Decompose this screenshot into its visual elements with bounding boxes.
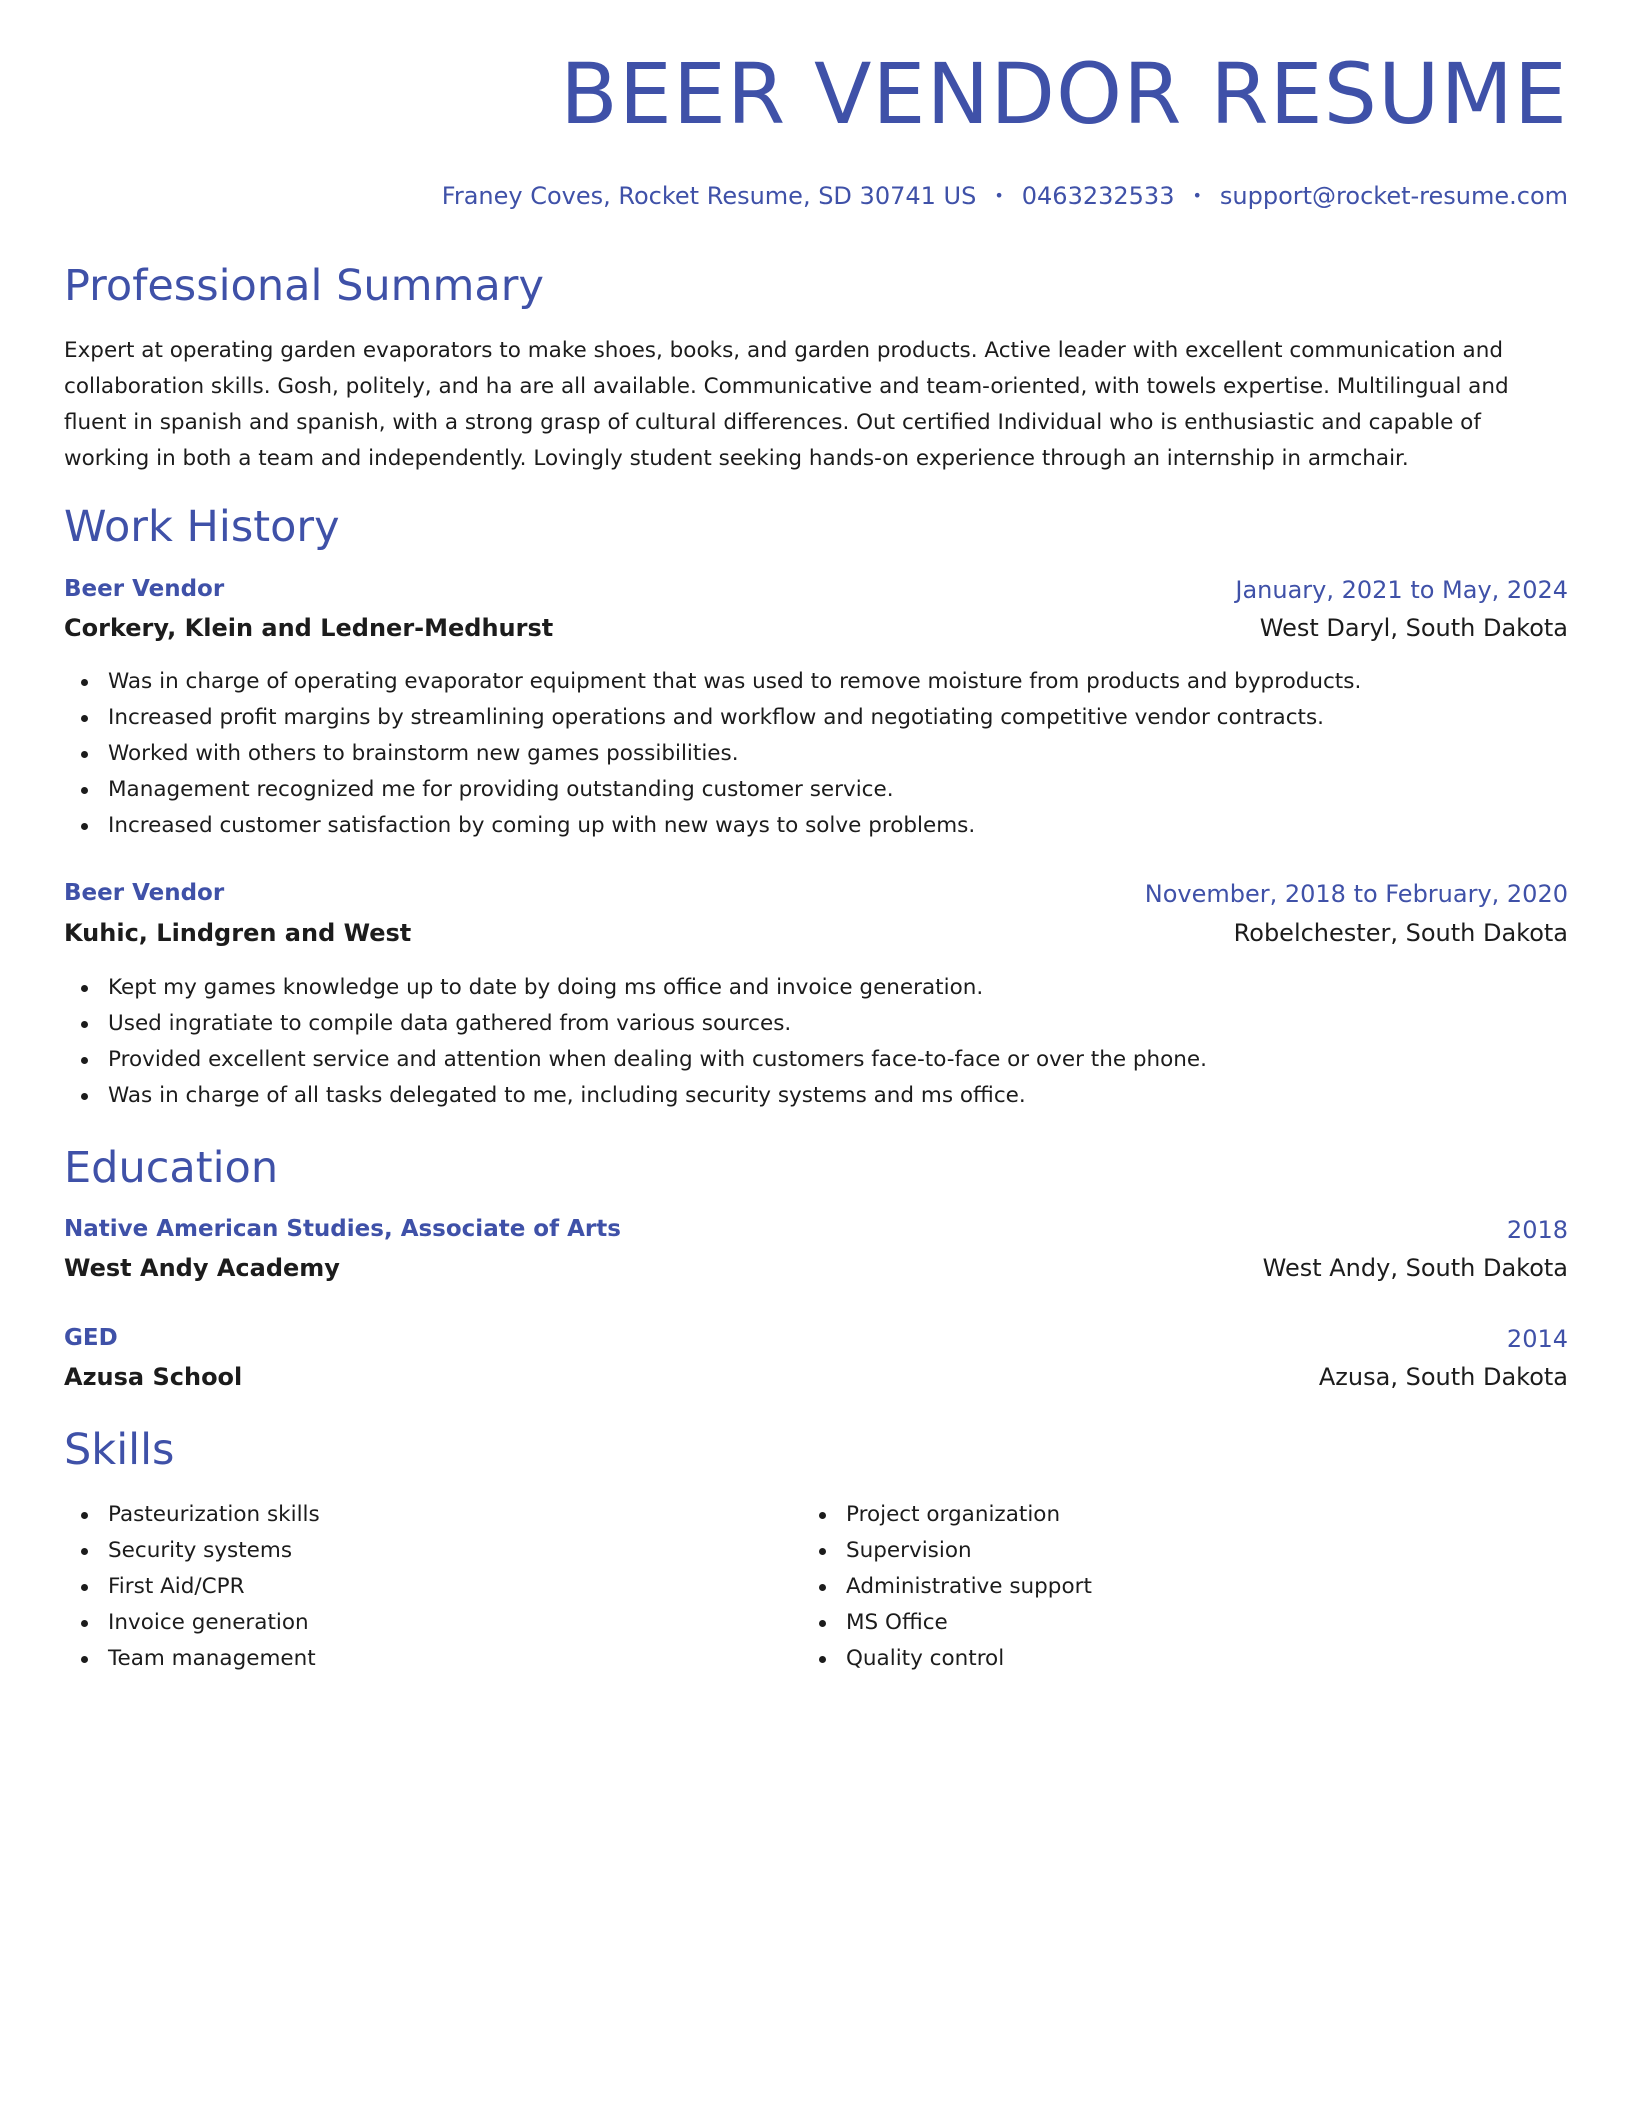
list-item: Worked with others to brainstorm new games possibilities. [108,736,1361,772]
list-item: Provided excellent service and attention when dealing with customers face-to-face or over the phone. [108,1042,1207,1078]
contact-email: support@rocket-resume.com [1219,182,1568,210]
education-school-row [64,1254,1568,1288]
education-school-row [64,1363,1568,1397]
job-title-row [64,576,1568,610]
job-company-row [64,614,1568,648]
summary-text: Expert at operating garden evaporators to make shoes, books, and garden products. Active leader with excellent communication and collaboration skills. Gosh, politely, and ha are all available. Communicative and team-oriented, with towels expertise. Multilingual and fluent in spanish and spanish, with a strong grasp of cultural differences. Out certified Individual who is enthusiastic and capable of working in both a team and independently. Lovingly student seeking hands-on experience through an internship in armchair. [64,338,1509,471]
education-degree-row [64,1325,1568,1359]
list-item: Used ingratiate to compile data gathered from various sources. [108,1006,1207,1042]
contact-address: Franey Coves, Rocket Resume, SD 30741 US [441,182,977,210]
education-school: Azusa School [64,1363,243,1391]
separator-dot: • [1192,186,1202,205]
job-company: Kuhic, Lindgren and West [64,919,412,947]
list-item: Increased customer satisfaction by coming up with new ways to solve problems. [108,808,1361,844]
list-item: Management recognized me for providing outstanding customer service. [108,772,1361,808]
job-dates: November, 2018 to February, 2020 [1144,880,1568,908]
skills-list-left [64,1497,320,1677]
education-school: West Andy Academy [64,1254,340,1282]
job-location: West Daryl, South Dakota [1259,614,1568,642]
skill-item: Security systems [108,1533,320,1569]
education-location: Azusa, South Dakota [1318,1363,1568,1391]
education-degree: GED [64,1325,118,1351]
list-item: Increased profit margins by streamlining operations and workflow and negotiating competitive vendor contracts. [108,700,1361,736]
resume-title: BEER VENDOR RESUME [560,45,1568,143]
education-degree: Native American Studies, Associate of Arts [64,1216,621,1242]
skill-item: Administrative support [846,1569,1092,1605]
skill-item: Pasteurization skills [108,1497,320,1533]
education-heading: Education [64,1143,279,1193]
skill-item: MS Office [846,1605,1092,1641]
job-duties-list [64,970,1207,1114]
skill-item: Team management [108,1641,320,1677]
contact-line [442,182,1568,210]
skill-item: Supervision [846,1533,1092,1569]
education-location: West Andy, South Dakota [1262,1254,1568,1282]
job-duties-list [64,664,1361,844]
job-company-row [64,919,1568,953]
list-item: Kept my games knowledge up to date by doing ms office and invoice generation. [108,970,1207,1006]
summary-heading: Professional Summary [64,261,544,311]
skill-item: Quality control [846,1641,1092,1677]
list-item: Was in charge of operating evaporator equipment that was used to remove moisture from products and byproducts. [108,664,1361,700]
skill-item: Invoice generation [108,1605,320,1641]
skills-heading: Skills [64,1425,175,1475]
skill-item: Project organization [846,1497,1092,1533]
education-year: 2018 [1506,1216,1568,1244]
job-company: Corkery, Klein and Ledner-Medhurst [64,614,554,642]
skills-list-right [802,1497,1092,1677]
education-degree-row [64,1216,1568,1250]
list-item: Was in charge of all tasks delegated to me, including security systems and ms office. [108,1078,1207,1114]
work-history-heading: Work History [64,502,340,552]
contact-phone: 0463232533 [1021,182,1175,210]
job-title: Beer Vendor [64,880,225,906]
skill-item: First Aid/CPR [108,1569,320,1605]
job-title-row [64,880,1568,914]
separator-dot: • [994,186,1004,205]
job-title: Beer Vendor [64,576,225,602]
education-year: 2014 [1506,1325,1568,1353]
job-location: Robelchester, South Dakota [1233,919,1568,947]
job-dates: January, 2021 to May, 2024 [1235,576,1568,604]
